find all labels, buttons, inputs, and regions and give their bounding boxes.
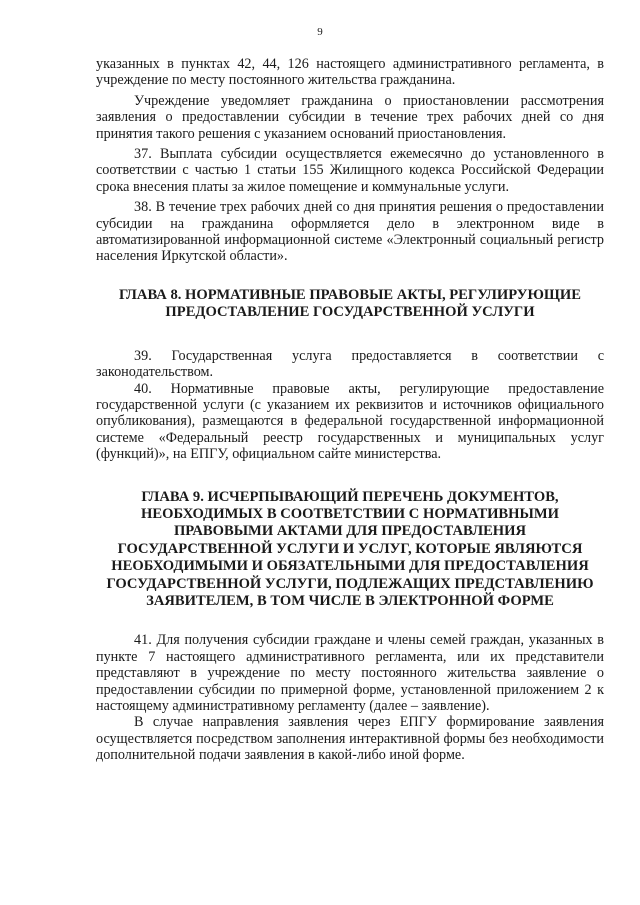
paragraph-suspension-notice: Учреждение уведомляет гражданина о приостановлении рассмотрения заявления о предоставлении субсидии в течение трех рабочих дней со дня принятия такого решения с указанием оснований приостановления. — [96, 92, 604, 142]
paragraph-37: 37. Выплата субсидии осуществляется ежемесячно до установленного в соответствии с частью 1 статьи 155 Жилищного кодекса Российской Федерации срока внесения платы за жилое помещение и коммунальные услуги. — [96, 146, 604, 195]
paragraph-38: 38. В течение трех рабочих дней со дня принятия решения о предоставлении субсидии на гражданина оформляется дело в электронном виде в автоматизированной информационной системе «Электронный социальный регистр населения Иркутской области». — [96, 199, 604, 265]
chapter-9-heading: ГЛАВА 9. ИСЧЕРПЫВАЮЩИЙ ПЕРЕЧЕНЬ ДОКУМЕНТОВ, НЕОБХОДИМЫХ В СООТВЕТСТВИИ С НОРМАТИВНЫМИ ПРАВОВЫМИ АКТАМИ ДЛЯ ПРЕДОСТАВЛЕНИЯ ГОСУДАРСТВЕННОЙ УСЛУГИ И УСЛУГ, КОТОРЫЕ ЯВЛЯЮТСЯ НЕОБХОДИМЫМИ И ОБЯЗАТЕЛЬНЫМИ ДЛЯ ПРЕДОСТАВЛЕНИЯ ГОСУДАРСТВЕННОЙ УСЛУГИ, ПОДЛЕЖАЩИХ ПРЕДСТАВЛЕНИЮ ЗАЯВИТЕЛЕМ, В ТОМ ЧИСЛЕ В ЭЛЕКТРОННОЙ ФОРМЕ — [106, 488, 594, 609]
page-content — [96, 56, 604, 764]
paragraph-continuation: указанных в пунктах 42, 44, 126 настоящего административного регламента, в учреждение по месту постоянного жительства гражданина. — [96, 56, 604, 89]
paragraph-41: 41. Для получения субсидии граждане и члены семей граждан, указанных в пункте 7 настоящего административного регламента, или их представители представляют в учреждение по месту постоянного жительства заявление о предоставлении субсидии по примерной форме, установленной приложением 2 к настоящему административному регламенту (далее – заявление). — [96, 632, 604, 714]
paragraph-epgu-submission: В случае направления заявления через ЕПГУ формирование заявления осуществляется посредством заполнения интерактивной формы без необходимости дополнительной подачи заявления в какой-либо иной форме. — [96, 714, 604, 764]
paragraph-39: 39. Государственная услуга предоставляется в соответствии с законодательством. — [96, 347, 604, 381]
paragraph-40: 40. Нормативные правовые акты, регулирующие предоставление государственной услуги (с указанием их реквизитов и источников официального опубликования), размещаются в федеральной государственной информационной системе «Федеральный реестр государственных и муниципальных услуг (функций)», на ЕПГУ, официальном сайте министерства. — [96, 380, 604, 463]
chapter-8-heading: ГЛАВА 8. НОРМАТИВНЫЕ ПРАВОВЫЕ АКТЫ, РЕГУЛИРУЮЩИЕ ПРЕДОСТАВЛЕНИЕ ГОСУДАРСТВЕННОЙ УСЛУГИ — [118, 286, 582, 321]
page-number: 9 — [317, 26, 323, 38]
